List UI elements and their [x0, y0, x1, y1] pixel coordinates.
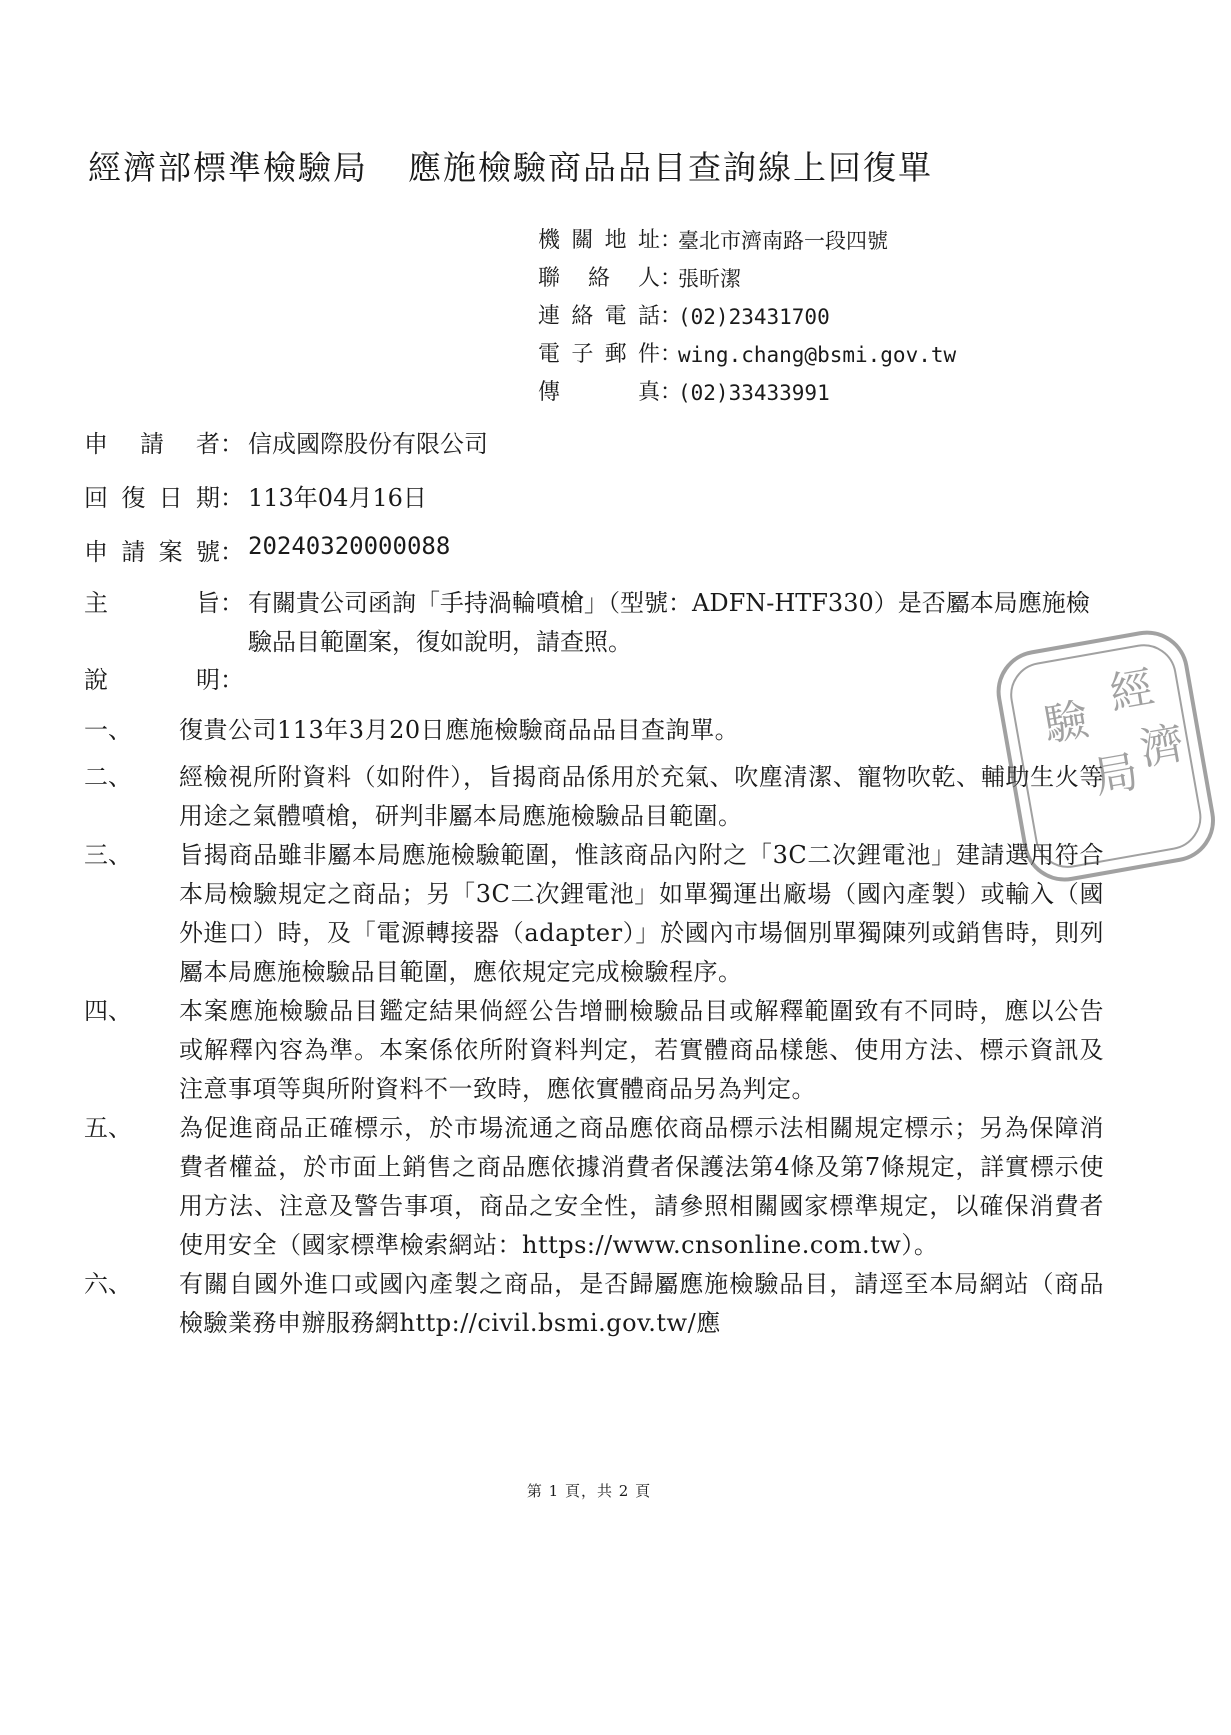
- applicant-label: 申 請 者: [84, 430, 220, 458]
- contact-label: 機 關 地 址: [538, 228, 660, 253]
- official-seal-stamp: [969, 605, 1231, 899]
- svg-text:局: 局: [1090, 746, 1143, 804]
- item-text: 經檢視所附資料（如附件），旨揭商品係用於充氣、吹塵清潔、寵物吹乾、輔助生火等用途之氣體噴槍，研判非屬本局應施檢驗品目範圍。: [179, 763, 1104, 830]
- item-number: 二、: [84, 763, 132, 791]
- contact-row-person: 聯 絡 人 ： 張昕潔: [538, 260, 956, 298]
- subject-text: 有關貴公司函詢「手持渦輪噴槍」（型號：ADFN-HTF330）是否屬本局應施檢驗品目範圍案，復如說明，請查照。: [248, 589, 1090, 656]
- item-text: 本案應施檢驗品目鑑定結果倘經公告增刪檢驗品目或解釋範圍致有不同時，應以公告或解釋內容為準。本案係依所附資料判定，若實體商品樣態、使用方法、標示資訊及注意事項等與所附資料不一致時，應依實體商品另為判定。: [179, 997, 1104, 1103]
- svg-text:濟: 濟: [1135, 717, 1189, 776]
- item-number: 一、: [84, 716, 132, 744]
- contact-row-address: 機 關 地 址 ： 臺北市濟南路一段四號: [538, 222, 956, 260]
- contact-value: (02)33433991: [678, 381, 830, 405]
- applicant-row: 申 請 者 ： 信成國際股份有限公司: [84, 424, 488, 459]
- list-item: [84, 1109, 1104, 1265]
- contact-value: 張昕潔: [678, 267, 741, 291]
- item-text: 為促進商品正確標示，於市場流通之商品應依商品標示法相關規定標示；另為保障消費者權益，於市面上銷售之商品應依據消費者保護法第4條及第7條規定，詳實標示使用方法、注意及警告事項，商品之安全性，請參照相關國家標準規定，以確保消費者使用安全（國家標準檢索網站：https://www.cnsonline.com.tw）。: [179, 1114, 1104, 1259]
- case-no-label: 申 請 案 號: [84, 538, 220, 566]
- contact-row-phone: 連 絡 電 話 ： (02)23431700: [538, 298, 956, 336]
- explanation-list: [84, 711, 1104, 1343]
- contact-label: 連 絡 電 話: [538, 304, 660, 329]
- item-number: 三、: [84, 841, 132, 869]
- contact-label: 聯 絡 人: [538, 266, 660, 291]
- contact-value: (02)23431700: [678, 305, 830, 329]
- list-item: [84, 711, 1104, 750]
- list-item: [84, 758, 1104, 836]
- contact-label: 電 子 郵 件: [538, 342, 660, 367]
- reply-date-label: 回 復 日 期: [84, 484, 220, 512]
- list-item: [84, 1265, 1104, 1343]
- contact-row-email: 電 子 郵 件 ： wing.chang@bsmi.gov.tw: [538, 336, 956, 374]
- explanation-row: 說 明 ：: [84, 660, 240, 695]
- item-number: 六、: [84, 1270, 132, 1298]
- item-text: 有關自國外進口或國內產製之商品，是否歸屬應施檢驗品目，請逕至本局網站（商品檢驗業務申辦服務網http://civil.bsmi.gov.tw/應: [179, 1270, 1104, 1337]
- title-agency: 經濟部標準檢驗局: [88, 148, 368, 187]
- list-item: [84, 836, 1104, 992]
- list-item: [84, 992, 1104, 1109]
- item-number: 五、: [84, 1114, 132, 1142]
- contact-block: [538, 222, 956, 412]
- contact-label: 傳 真: [538, 380, 660, 405]
- item-text: 復貴公司113年3月20日應施檢驗商品品目查詢單。: [179, 716, 740, 744]
- svg-text:經: 經: [1105, 662, 1158, 720]
- reply-date-value: 113年04月16日: [248, 484, 427, 512]
- item-text: 旨揭商品雖非屬本局應施檢驗範圍，惟該商品內附之「3C二次鋰電池」建請選用符合本局檢驗規定之商品；另「3C二次鋰電池」如單獨運出廠場（國內產製）或輸入（國外進口）時，及「電源轉接器（adapter）」於國內市場個別單獨陳列或銷售時，則列屬本局應施檢驗品目範圍，應依規定完成檢驗程序。: [179, 841, 1104, 986]
- case-no-row: 申 請 案 號 ： 20240320000088: [84, 532, 451, 566]
- contact-value: 臺北市濟南路一段四號: [678, 229, 888, 253]
- reply-date-row: 回 復 日 期 ： 113年04月16日: [84, 478, 427, 513]
- title-form: 應施檢驗商品品目查詢線上回復單: [408, 148, 933, 187]
- subject-label: 主 旨: [84, 589, 220, 617]
- contact-value: wing.chang@bsmi.gov.tw: [678, 343, 957, 367]
- item-number: 四、: [84, 997, 132, 1025]
- subject-row: 主 旨 ： 有關貴公司函詢「手持渦輪噴槍」（型號：ADFN-HTF330）是否屬本局應施檢驗品目範圍案，復如說明，請查照。: [84, 584, 1098, 662]
- svg-text:驗: 驗: [1040, 693, 1093, 752]
- document-title: [88, 142, 933, 189]
- contact-row-fax: 傳 真 ： (02)33433991: [538, 374, 956, 412]
- applicant-value: 信成國際股份有限公司: [248, 430, 488, 458]
- case-no-value: 20240320000088: [248, 532, 451, 560]
- explanation-label: 說 明: [84, 666, 220, 694]
- page-footer: 第 1 頁，共 2 頁: [526, 1482, 652, 1500]
